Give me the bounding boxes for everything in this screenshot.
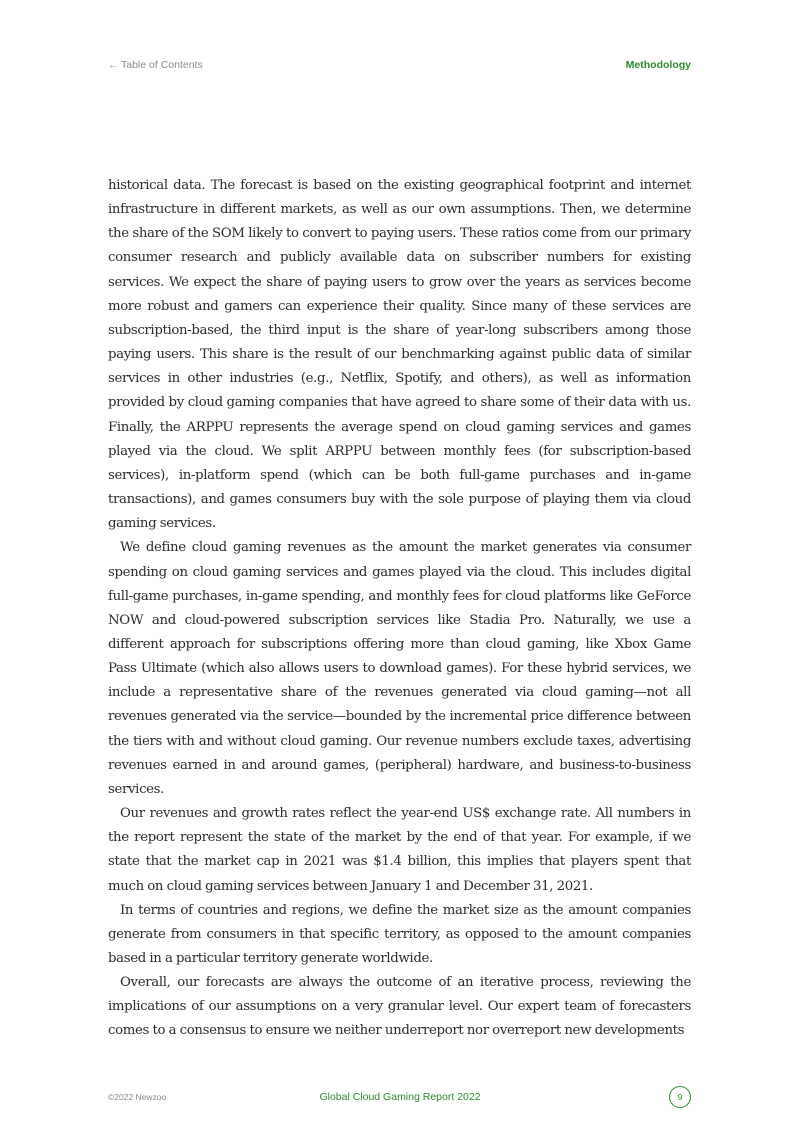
- section-title: Methodology: [625, 59, 691, 71]
- arrow-left-icon: ←: [108, 59, 118, 71]
- paragraph-4: In terms of countries and regions, we define the market size as the amount companies generate from consumers in that specific territory, as opposed to the amount companies based in a particular territory generate worldwide.: [108, 902, 691, 966]
- table-of-contents-label: Table of Contents: [121, 59, 203, 71]
- paragraph-5: Overall, our forecasts are always the outcome of an iterative process, reviewing the implications of our assumptions on a very granular level. Our expert team of forecasters comes to a consensus to ensure we neither underreport nor overreport new developments: [108, 975, 691, 1039]
- paragraph-3: Our revenues and growth rates reflect the year-end US$ exchange rate. All numbers in the report represent the state of the market by the end of that year. For example, if we state that the market cap in 2021 was $1.4 billion, this implies that players spent that much on cloud gaming services between January 1 and December 31, 2021.: [108, 806, 691, 894]
- body-text: [108, 174, 691, 1044]
- page-number: 9: [669, 1086, 691, 1108]
- paragraph-1: historical data. The forecast is based on the existing geographical footprint and internet infrastructure in different markets, as well as our own assumptions. Then, we determine the share of the SOM likely to convert to paying users. These ratios come from our primary consumer research and publicly available data on subscriber numbers for existing services. We expect the share of paying users to grow over the years as services become more robust and gamers can experience their quality. Since many of these services are subscription-based, the third input is the share of year-long subscribers among those paying users. This share is the result of our benchmarking against public data of similar services in other industries (e.g., Netflix, Spotify, and others), as well as information provided by cloud gaming companies that have agreed to share some of their data with us. Finally, the ARPPU represents the average spend on cloud gaming services and games played via the cloud. We split ARPPU between monthly fees (for subscription-based services), in-platform spend (which can be both full-game purchases and in-game transactions), and games consumers buy with the sole purpose of playing them via cloud gaming services.: [108, 178, 691, 532]
- table-of-contents-link[interactable]: [108, 59, 203, 71]
- report-title-text: Global Cloud Gaming Report 2022: [319, 1091, 481, 1103]
- paragraph-2: We define cloud gaming revenues as the amount the market generates via consumer spending on cloud gaming services and games played via the cloud. This includes digital full-game purchases, in-game spending, and monthly fees for cloud platforms like GeForce NOW and cloud-powered subscription services like Stadia Pro. Naturally, we use a different approach for subscriptions offering more than cloud gaming, like Xbox Game Pass Ultimate (which also allows users to download games). For these hybrid services, we include a representative share of the revenues generated via cloud gaming—not all revenues generated via the service—bounded by the incremental price difference between the tiers with and without cloud gaming. Our revenue numbers exclude taxes, advertising revenues earned in and around games, (peripheral) hardware, and business-to-business services.: [108, 540, 691, 797]
- copyright: ©2022 Newzoo: [108, 1092, 167, 1102]
